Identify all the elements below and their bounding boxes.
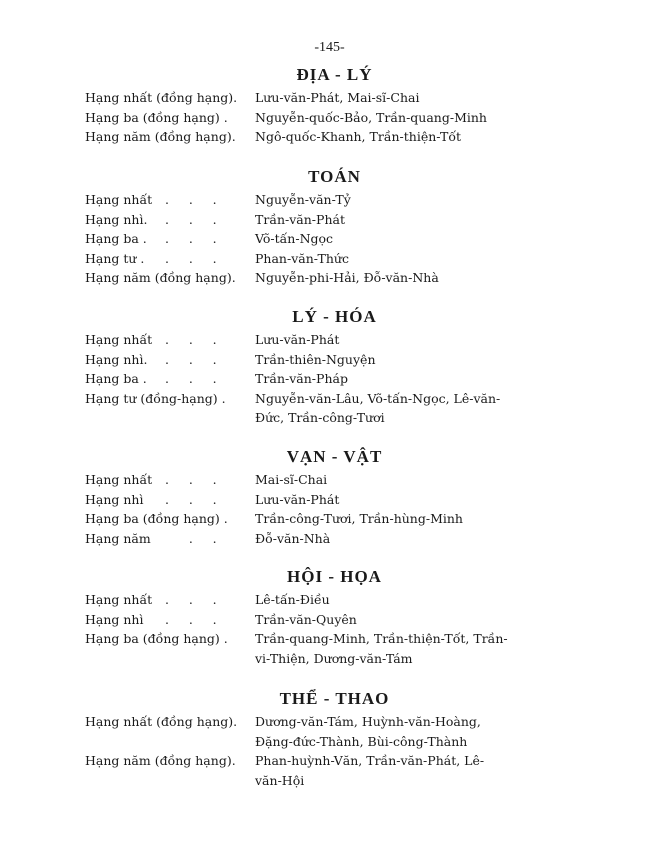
leader-dots: . .	[165, 530, 217, 546]
winner-names: Trần-văn-Phát	[255, 211, 345, 227]
rank-label: Hạng ba (đồng hạng) .	[85, 631, 228, 646]
list-item	[0, 350, 659, 370]
winner-names-continued: văn-Hội	[255, 772, 305, 788]
leader-dots: . . .	[165, 491, 217, 507]
section-ly-hoa	[0, 304, 659, 428]
list-item-continuation	[0, 408, 659, 428]
rank-label: Hạng nhì	[85, 491, 144, 507]
leader-dots: . . .	[165, 231, 217, 246]
list-item-continuation	[0, 732, 659, 752]
list-item	[0, 249, 659, 269]
winner-names: Lưu-văn-Phát	[255, 491, 340, 507]
rank-label: Hạng năm (đồng hạng).	[85, 753, 236, 768]
winner-names: Nguyễn-quốc-Bảo, Trần-quang-Minh	[255, 109, 487, 125]
rank-label: Hạng nhì.	[85, 211, 148, 227]
list-item	[0, 127, 659, 147]
list-item-continuation	[0, 649, 659, 669]
list-item	[0, 712, 659, 732]
winner-names: Lưu-văn-Phát, Mai-sĩ-Chai	[255, 90, 420, 105]
leader-dots: . . .	[165, 351, 217, 367]
list-item	[0, 210, 659, 230]
leader-dots: . . .	[165, 472, 217, 487]
rank-label: Hạng ba (đồng hạng) .	[85, 109, 228, 125]
list-item	[0, 88, 659, 108]
winner-names: Trần-công-Tươi, Trần-hùng-Minh	[255, 511, 463, 526]
winner-names: Lưu-văn-Phát	[255, 332, 340, 347]
winner-names: Mai-sĩ-Chai	[255, 472, 328, 487]
section-the-thao	[0, 686, 659, 790]
winner-names: Dương-văn-Tám, Huỳnh-văn-Hoàng,	[255, 714, 481, 729]
leader-dots: . . .	[165, 192, 217, 207]
list-item	[0, 330, 659, 350]
section-title: VẠN - VẬT	[286, 447, 383, 466]
list-item	[0, 108, 659, 128]
rank-label: Hạng nhất	[85, 332, 153, 347]
winner-names-continued: Đức, Trần-công-Tươi	[255, 410, 385, 425]
list-item-continuation	[0, 771, 659, 791]
rank-label: Hạng năm (đồng hạng).	[85, 270, 236, 285]
winner-names: Phan-văn-Thức	[255, 250, 349, 266]
rank-label: Hạng ba .	[85, 231, 147, 246]
section-title: THỂ - THAO	[279, 689, 390, 708]
leader-dots: . . .	[165, 592, 217, 607]
winner-names: Đỗ-văn-Nhà	[255, 530, 331, 546]
section-van-vat	[0, 444, 659, 548]
list-item	[0, 529, 659, 549]
rank-label: Hạng nhất	[85, 192, 153, 207]
rank-label: Hạng tư .	[85, 250, 145, 266]
leader-dots: . . .	[165, 611, 217, 627]
list-item	[0, 190, 659, 210]
list-item	[0, 268, 659, 288]
section-hoi-hoa	[0, 564, 659, 668]
list-item	[0, 470, 659, 490]
section-title: ĐỊA - LÝ	[296, 65, 373, 84]
rank-label: Hạng năm	[85, 530, 151, 546]
winner-names: Nguyễn-văn-Tỷ	[255, 192, 351, 207]
section-toan	[0, 164, 659, 288]
rank-label: Hạng ba (đồng hạng) .	[85, 511, 228, 526]
rank-label: Hạng tư (đồng-hạng) .	[85, 390, 226, 406]
winner-names: Trần-văn-Pháp	[255, 371, 348, 386]
list-item	[0, 751, 659, 771]
rank-label: Hạng nhất	[85, 592, 153, 607]
list-item	[0, 389, 659, 409]
winner-names-continued: Đặng-đức-Thành, Bùi-công-Thành	[255, 733, 468, 749]
rank-label: Hạng nhì.	[85, 351, 148, 367]
leader-dots: . . .	[165, 332, 217, 347]
list-item	[0, 610, 659, 630]
rank-label: Hạng ba .	[85, 371, 147, 386]
leader-dots: . . .	[165, 250, 217, 266]
winner-names: Nguyễn-văn-Lâu, Võ-tấn-Ngọc, Lê-văn-	[255, 390, 501, 406]
list-item	[0, 229, 659, 249]
page-number: -145-	[314, 40, 345, 55]
winner-names: Trần-quang-Minh, Trần-thiện-Tốt, Trần-	[255, 631, 508, 646]
rank-label: Hạng nhất (đồng hạng).	[85, 714, 238, 729]
section-dia-ly	[0, 62, 659, 147]
rank-label: Hạng nhì	[85, 611, 144, 627]
list-item	[0, 590, 659, 610]
section-title: HỘI - HỌA	[287, 567, 382, 586]
rank-label: Hạng nhất	[85, 472, 153, 487]
rank-label: Hạng nhất (đồng hạng).	[85, 90, 238, 105]
winner-names-continued: vi-Thiện, Dương-văn-Tám	[255, 650, 413, 666]
list-item	[0, 629, 659, 649]
rank-label: Hạng năm (đồng hạng).	[85, 129, 236, 144]
leader-dots: . . .	[165, 211, 217, 227]
section-title: TOÁN	[308, 167, 361, 186]
leader-dots: . . .	[165, 371, 217, 386]
winner-names: Lê-tấn-Điều	[255, 592, 330, 607]
list-item	[0, 490, 659, 510]
list-item	[0, 369, 659, 389]
winner-names: Nguyễn-phi-Hải, Đỗ-văn-Nhà	[255, 270, 439, 285]
list-item	[0, 509, 659, 529]
winner-names: Võ-tấn-Ngọc	[255, 231, 334, 246]
winner-names: Trần-văn-Quyên	[255, 611, 357, 627]
winner-names: Phan-huỳnh-Văn, Trần-văn-Phát, Lê-	[255, 753, 485, 768]
winner-names: Trần-thiên-Nguyện	[255, 351, 376, 367]
section-title: LÝ - HÓA	[292, 307, 377, 326]
winner-names: Ngô-quốc-Khanh, Trần-thiện-Tốt	[255, 129, 462, 144]
